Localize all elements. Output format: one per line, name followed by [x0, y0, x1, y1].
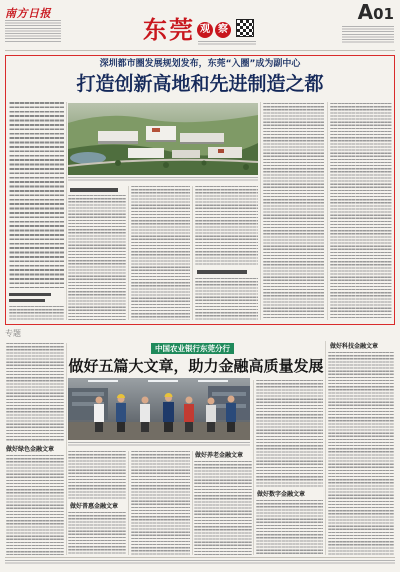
photo-detail — [163, 402, 174, 422]
feature-subhead: 做好普惠金融文章 — [70, 503, 119, 510]
photo-detail — [142, 397, 149, 404]
column-rule — [192, 451, 193, 555]
feature-intro-text — [6, 343, 64, 441]
photo-detail — [140, 404, 150, 422]
lead-body-text — [195, 186, 258, 266]
photo-detail — [152, 128, 160, 132]
photo-detail — [163, 162, 169, 168]
photo-detail — [180, 142, 224, 144]
column-rule — [128, 451, 129, 555]
sponsor-banner: 中国农业银行东莞分行 — [151, 343, 234, 354]
photo-detail — [208, 398, 215, 405]
photo-detail — [115, 160, 121, 166]
feature-headline: 做好五篇大文章，助力金融高质量发展 — [68, 357, 324, 375]
column-rule — [325, 341, 326, 555]
page-number: A01 — [357, 0, 394, 24]
photo-detail — [146, 140, 176, 142]
photo-detail — [148, 380, 178, 382]
lead-subhead — [70, 188, 118, 192]
section-badge-char: 观 — [197, 22, 213, 38]
feature-body-text — [194, 461, 252, 555]
photo-caption-text — [68, 442, 250, 447]
lead-intro-text — [9, 102, 64, 288]
lead-body-text — [68, 195, 126, 320]
feature-subhead: 做好养老金融文章 — [195, 452, 244, 459]
section-label: 专题 — [5, 329, 21, 338]
photo-detail — [146, 126, 176, 140]
aerial-campus-photo — [68, 103, 258, 175]
qr-code — [236, 19, 254, 37]
photo-detail — [117, 422, 125, 432]
photo-detail — [243, 164, 249, 170]
lead-byline — [9, 299, 45, 302]
photo-detail — [96, 397, 103, 404]
feature-body-text — [68, 451, 126, 500]
photo-detail — [72, 392, 104, 396]
factory-visit-photo — [68, 378, 250, 440]
photo-detail — [206, 405, 216, 422]
section-tagline-text — [198, 41, 256, 46]
feature-body-text — [328, 352, 394, 555]
feature-subhead: 做好绿色金融文章 — [6, 446, 55, 453]
photo-detail — [184, 404, 194, 422]
column-rule — [253, 380, 254, 555]
masthead-logo: 南方日报 — [5, 7, 51, 20]
lead-body-text — [195, 278, 258, 320]
column-rule — [192, 186, 193, 320]
photo-caption-text — [68, 177, 258, 182]
lead-subhead — [197, 270, 247, 274]
photo-detail — [172, 150, 200, 158]
lead-byline — [9, 293, 51, 296]
photo-detail — [116, 403, 126, 422]
column-rule — [327, 102, 328, 320]
feature-body-text — [256, 500, 323, 555]
lead-body-text — [131, 186, 190, 320]
lead-story-kicker: 深圳都市圈发展规划发布，东莞“入圈”成为副中心 — [99, 59, 301, 69]
feature-body-text — [6, 455, 64, 555]
photo-detail — [212, 392, 246, 396]
footer-divider — [5, 557, 395, 558]
photo-detail — [95, 422, 103, 432]
photo-detail — [226, 403, 236, 422]
photo-detail — [185, 422, 193, 432]
photo-detail — [128, 148, 164, 158]
photo-detail — [180, 133, 224, 142]
photo-detail — [208, 147, 242, 158]
column-rule — [66, 343, 67, 555]
lead-intro-text — [9, 306, 64, 320]
column-rule — [260, 102, 261, 320]
photo-detail — [164, 422, 173, 432]
photo-detail — [228, 396, 235, 403]
photo-detail — [207, 422, 215, 432]
photo-detail — [98, 131, 138, 141]
lead-body-text — [263, 103, 324, 320]
photo-detail — [186, 397, 193, 404]
feature-body-text — [131, 451, 190, 555]
column-rule — [128, 186, 129, 320]
section-title: 东莞 — [143, 16, 195, 44]
photo-detail — [88, 380, 118, 382]
feature-body-text — [256, 380, 323, 488]
feature-subhead: 做好数字金融文章 — [257, 491, 306, 498]
column-rule — [66, 102, 67, 320]
photo-detail — [227, 422, 235, 432]
feature-body-text — [68, 512, 126, 555]
photo-detail — [218, 149, 224, 153]
photo-detail — [198, 380, 228, 382]
photo-detail — [141, 422, 149, 432]
masthead-info-text — [5, 20, 61, 42]
photo-detail — [98, 141, 138, 144]
footer-info-text — [5, 560, 395, 564]
lead-body-text — [330, 103, 392, 320]
photo-detail — [94, 404, 104, 422]
photo-detail — [202, 161, 207, 166]
lead-story-headline: 打造创新高地和先进制造之都 — [76, 73, 324, 95]
date-info-text — [342, 26, 394, 44]
header-divider — [5, 50, 395, 51]
section-badge-char: 察 — [215, 22, 231, 38]
feature-subhead: 做好科技金融文章 — [330, 343, 379, 350]
